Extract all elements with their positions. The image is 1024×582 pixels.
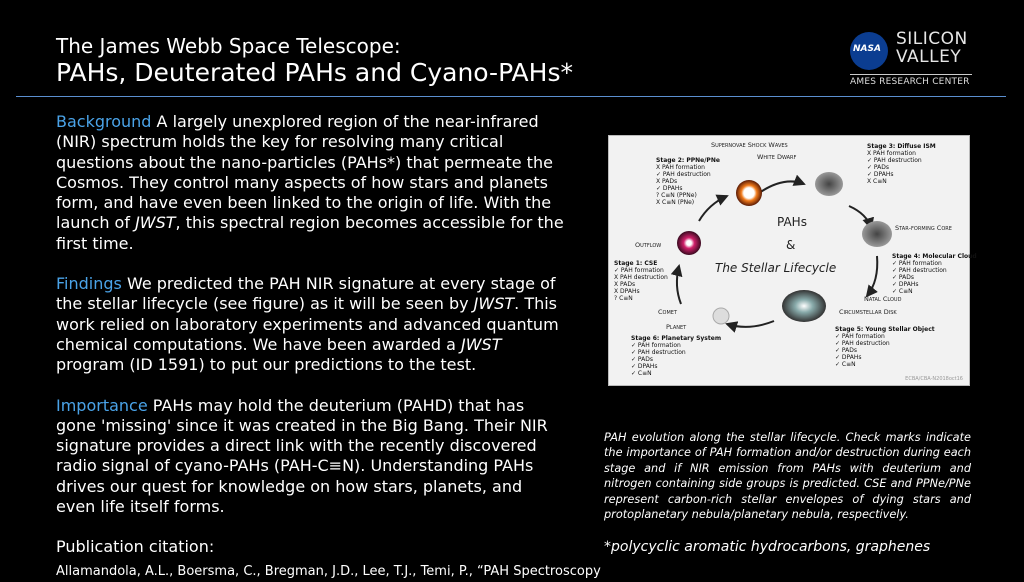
findings-emph-1: JWST	[473, 294, 515, 314]
findings-text-2: . This work relied on laboratory experiments and advanced quantum chemical computations. We have been awarded a	[56, 294, 559, 354]
citation-label: Publication citation:	[56, 537, 215, 557]
stage-3-block: Stage 3: Diffuse ISM X PAH formation ✓ PAH destruction ✓ PADs ✓ DPAHs X C≡N	[867, 143, 936, 185]
importance-paragraph	[56, 396, 566, 518]
figure-center-amp: &	[786, 238, 796, 252]
label-circumstellar: Circumstellar Disk	[839, 308, 897, 316]
circumstellar-disk	[782, 290, 826, 322]
figure-credit: ECBA/CBA-N2018oct16	[905, 376, 963, 382]
label-outflow: Outflow	[635, 241, 662, 249]
importance-text: PAHs may hold the deuterium (PAHD) that has gone 'missing' since it was created in the Big Bang. Their NIR signature provides a direct link with the recently discovered radio signal of cyano-PAHs (PAH-C≡N). Understanding PAHs drives our quest for knowledge on how stars, planets, and even life itself forms.	[56, 395, 548, 517]
white-dwarf-nebula	[736, 180, 762, 206]
label-white-dwarf: White Dwarf	[757, 153, 797, 161]
logo-text: SILICON VALLEY	[896, 29, 968, 67]
title-line-1: The James Webb Space Telescope:	[56, 34, 401, 58]
cycle-arrow-1	[759, 181, 804, 193]
background-text-2: , this spectral region becomes accessible for the first time.	[56, 213, 564, 253]
label-comet: Comet	[658, 308, 678, 316]
nasa-meatball-icon: NASA	[850, 32, 888, 70]
stage-2-block: Stage 2: PPNe/PNe X PAH formation ✓ PAH destruction X PADs ✓ DPAHs ? C≡N (PPNe) X C≡N (PNe)	[656, 157, 720, 206]
label-star-forming: Star-forming Core	[895, 224, 952, 232]
title-line-2: PAHs, Deuterated PAHs and Cyano-PAHs*	[56, 58, 573, 87]
figure-center-pahs: PAHs	[777, 215, 807, 229]
cycle-arrow-5	[677, 266, 681, 304]
label-planet: Planet	[666, 323, 687, 331]
header-rule	[16, 96, 1006, 97]
importance-heading: Importance	[56, 395, 148, 415]
lifecycle-figure	[608, 135, 977, 386]
label-supernovae: Supernovae Shock Waves	[711, 141, 788, 149]
findings-paragraph	[56, 274, 566, 375]
stage-6-block: Stage 6: Planetary System ✓ PAH formation ✓ PAH destruction ✓ PADs ✓ DPAHs ✓ C≡N	[631, 335, 722, 377]
logo	[850, 30, 980, 90]
outflow-star	[677, 231, 701, 255]
citation-text: Allamandola, A.L., Boersma, C., Bregman, J.D., Lee, T.J., Temi, P., “PAH Spectroscopy	[56, 563, 601, 579]
label-natal-cloud: Natal Cloud	[864, 295, 902, 303]
footnote: *polycyclic aromatic hydrocarbons, graphenes	[604, 539, 931, 555]
stage-5-block: Stage 5: Young Stellar Object ✓ PAH formation ✓ PAH destruction ✓ PADs ✓ DPAHs ✓ C≡N	[835, 326, 935, 368]
background-emph: JWST	[135, 213, 176, 233]
findings-text-1: We predicted the PAH NIR signature at every stage of the stellar lifecycle (see figure) as it will be seen by	[56, 274, 556, 314]
cycle-arrow-4	[727, 321, 774, 327]
figure-center-lifecycle: The Stellar Lifecycle	[715, 261, 837, 275]
findings-heading: Findings	[56, 274, 122, 294]
background-heading: Background	[56, 112, 152, 131]
background-paragraph	[56, 112, 566, 254]
star-forming-core	[862, 221, 892, 247]
logo-divider	[850, 74, 972, 75]
planet-system	[713, 308, 729, 324]
findings-text-3: program (ID 1591) to put our predictions to the test.	[56, 355, 477, 375]
left-column	[56, 112, 601, 582]
logo-subtitle: AMES RESEARCH CENTER	[850, 77, 970, 87]
background-text-1: A largely unexplored region of the near-infrared (NIR) spectrum holds the key for resolving many critical questions about the nano-particles (PAHs*) that permeate the Cosmos. They control many aspects of how stars and planets form, and have even been linked to the origin of life. With the launch of	[56, 112, 553, 233]
cycle-arrow-3	[867, 256, 877, 296]
stage-1-block: Stage 1: CSE ✓ PAH formation X PAH destruction X PADs X DPAHs ? C≡N	[614, 260, 668, 302]
figure-caption: PAH evolution along the stellar lifecycle. Check marks indicate the importance of PAH formation and/or destruction during each stage and if NIR emission from PAHs with deuterium and nitrogen containing side groups is predicted. CSE and PPNe/PNe represent carbon-rich stellar envelopes of dying stars and protoplanetary nebula/planetary nebula, respectively.	[604, 431, 971, 522]
findings-emph-2: JWST	[461, 334, 502, 354]
supernova-cloud	[815, 172, 843, 196]
stage-4-block: Stage 4: Molecular Cloud ✓ PAH formation ✓ PAH destruction ✓ PADs ✓ DPAHs ✓ C≡N	[892, 253, 977, 295]
